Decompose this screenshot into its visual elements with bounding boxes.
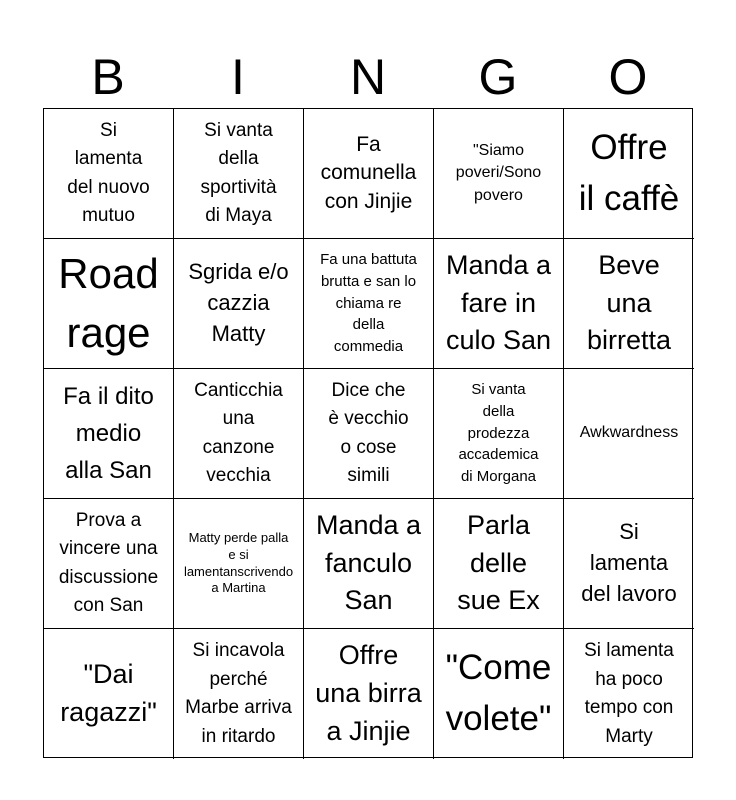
header-letter-n: N (349, 49, 387, 105)
bingo-cell[interactable] (434, 239, 564, 369)
bingo-cell[interactable] (564, 629, 694, 759)
cell-text: Canticchia una canzone vecchia (194, 379, 283, 486)
cell-text: "Dai ragazzi" (60, 659, 157, 727)
cell-text: Si lamenta del lavoro (581, 519, 677, 606)
cell-text: Awkwardness (579, 424, 679, 442)
header-letter-b: B (91, 49, 125, 105)
cell-text: Fa il dito medio alla San (63, 382, 154, 485)
cell-text: Si incavola perché Marbe arriva in ritardo (185, 640, 292, 747)
cell-text: Sgrida e/o cazzia Matty (188, 259, 289, 346)
header-letter-i: I (231, 49, 245, 105)
bingo-cell[interactable] (44, 109, 174, 239)
cell-text: Parla delle sue Ex (457, 509, 540, 616)
bingo-cell[interactable] (304, 239, 434, 369)
bingo-cell[interactable] (434, 499, 564, 629)
bingo-cell[interactable] (174, 369, 304, 499)
cell-text: Manda a fare in culo San (445, 249, 552, 356)
bingo-cell[interactable] (304, 629, 434, 759)
cell-text: Offre una birra a Jinjie (315, 640, 422, 746)
bingo-cell[interactable] (174, 629, 304, 759)
bingo-cell[interactable] (434, 629, 564, 759)
bingo-cell[interactable] (304, 109, 434, 239)
cell-text: Fa comunella con Jinjie (320, 132, 417, 213)
cell-text: Fa una battuta brutta e san lo chiama re della commedia (320, 251, 417, 356)
bingo-header (43, 46, 693, 108)
bingo-cell[interactable] (564, 109, 694, 239)
cell-text: Offre il caffè (578, 127, 680, 218)
bingo-cell[interactable] (434, 109, 564, 239)
bingo-cell[interactable] (174, 499, 304, 629)
cell-text: Beve una birretta (586, 249, 672, 356)
cell-text: "Come volete" (445, 648, 552, 738)
bingo-cell[interactable] (304, 369, 434, 499)
cell-text: "Siamo poveri/Sono povero (455, 141, 542, 204)
cell-text: Dice che è vecchio o cose simili (328, 379, 409, 486)
cell-text: Si lamenta del nuovo mutuo (67, 119, 150, 226)
bingo-cell[interactable] (174, 109, 304, 239)
bingo-card-grid (43, 108, 693, 758)
header-letter-o: O (608, 49, 648, 105)
cell-text: Prova a vincere una discussione con San (58, 509, 159, 616)
bingo-cell[interactable] (564, 369, 694, 499)
bingo-cell[interactable] (434, 369, 564, 499)
bingo-cell[interactable] (44, 629, 174, 759)
bingo-cell[interactable] (564, 499, 694, 629)
cell-text: Si lamenta ha poco tempo con Marty (584, 640, 674, 747)
header-letter-g: G (478, 49, 518, 105)
cell-text: Manda a fanculo San (315, 509, 422, 616)
bingo-cell[interactable] (174, 239, 304, 369)
cell-text: Si vanta della prodezza accademica di Morgana (458, 381, 539, 486)
bingo-cell[interactable] (564, 239, 694, 369)
cell-text: Si vanta della sportività di Maya (200, 119, 277, 226)
bingo-cell[interactable] (44, 239, 174, 369)
cell-text: Road rage (58, 249, 159, 356)
bingo-cell[interactable] (304, 499, 434, 629)
bingo-cell[interactable] (44, 369, 174, 499)
bingo-cell[interactable] (44, 499, 174, 629)
cell-text: Matty perde palla e si lamentanscrivendo a Martina (183, 529, 294, 596)
